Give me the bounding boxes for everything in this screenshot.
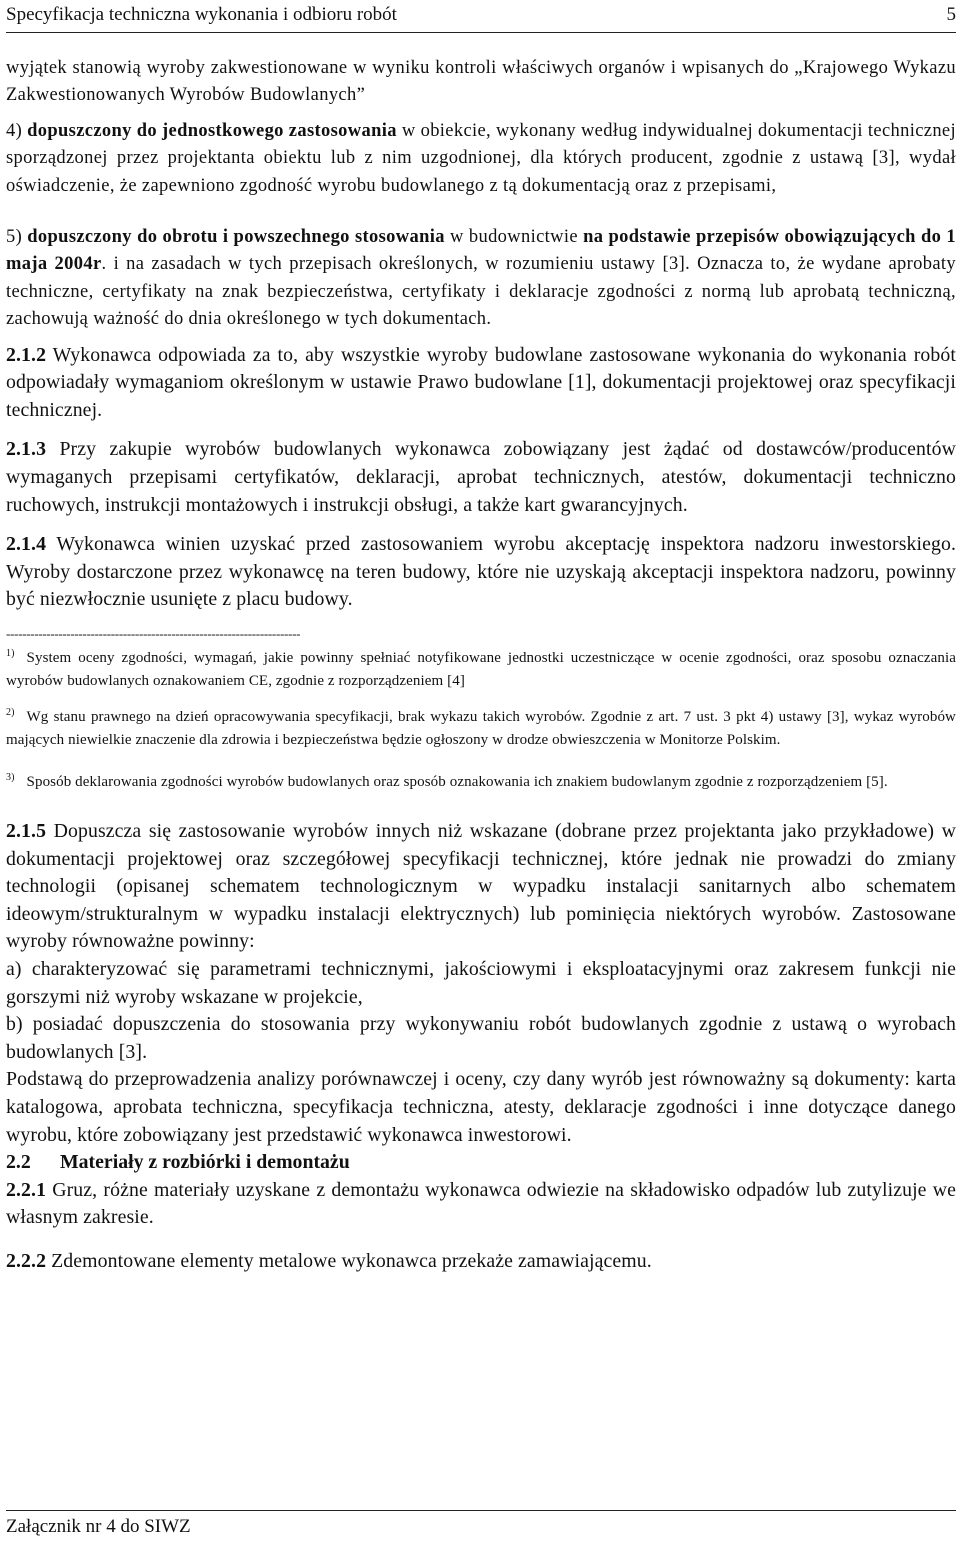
paragraph-2-2-1 (6, 1177, 956, 1232)
footnote-separator: ------------------------------------------------------------------------- (6, 626, 301, 641)
section-title-2-2: Materiały z rozbiórki i demontażu (60, 1151, 350, 1174)
footnote-text-2: Wg stanu prawnego na dzień opracowywania specyfikacji, brak wykazu takich wyrobów. Zgodnie z art. 7 ust. 3 pkt 4) ustawy [3], wykaz wyrobów mających niewielkie znaczenie dla zdrowia i bezpieczeństwa będzie ogłoszony w drodze obwieszczenia w Monitorze Polskim. (6, 709, 956, 748)
page-header (6, 4, 956, 33)
paragraph-2-1-4 (6, 531, 956, 614)
document-title: Specyfikacja techniczna wykonania i odbioru robót (6, 4, 397, 25)
section-number-2-2-2: 2.2.2 (6, 1249, 47, 1272)
paragraph-2-1-5 (6, 818, 956, 956)
item-4-prefix: 4) (6, 120, 28, 141)
list-item-a: a) charakteryzować się parametrami technicznymi, jakościowymi i eksploatacyjnymi oraz zakresem funkcji nie gorszymi niż wyroby wskazane w projekcie, (6, 957, 956, 1008)
footnote-1 (6, 642, 956, 693)
section-text-2-1-5: Dopuszcza się zastosowanie wyrobów innych niż wskazane (dobrane przez projektanta jako przykładowe) w dokumentacji projektowej oraz szczegółowej specyfikacji technicznej, które jednak nie prowadzi do zmiany technologii (opisanej schematem technologicznym w wypadku instalacji sanitarnych albo schematem ideowym/strukturalnym w wypadku instalacji elektrycznych) lub pominięcia niektórych wyrobów. Zastosowane wyroby równoważne powinny: (6, 820, 956, 953)
section-number-2-1-5: 2.1.5 (6, 820, 47, 842)
section-number-2-2: 2.2 (6, 1151, 31, 1174)
section-number-2-2-1: 2.2.1 (6, 1178, 47, 1201)
document-body (6, 55, 956, 1276)
paragraph-2-1-3 (6, 436, 956, 519)
section-text-2-1-4: Wykonawca winien uzyskać przed zastosowaniem wyrobu akceptację inspektora nadzoru inwestorskiego. Wyroby dostarczone przez wykonawcę na teren budowy, które nie uzyskają akceptacji inspektora nadzoru, powinny być niezwłocznie usunięte z placu budowy. (6, 533, 956, 611)
section-text-2-2-2: Zdemontowane elementy metalowe wykonawca przekaże zamawiającemu. (46, 1249, 652, 1272)
footnote-mark-2: 2) (6, 707, 15, 718)
paragraph-2-1-2 (6, 342, 956, 425)
item-5-prefix: 5) (6, 227, 28, 248)
footnote-3 (6, 766, 956, 794)
page-number: 5 (946, 4, 956, 25)
item-5-text: . i na zasadach w tych przepisach określonych, w rozumieniu ustawy [3]. Oznacza to, że wydane aprobaty techniczne, certyfikaty na znak bezpieczeństwa, certyfikaty i deklaracje zgodności z normą lub aprobatą techniczną, zachowują ważność do dnia określonego w tych dokumentach. (6, 254, 956, 330)
paragraph-basis: Podstawą do przeprowadzenia analizy porównawczej i oceny, czy dany wyrób jest równoważny są dokumenty: karta katalogowa, aprobata techniczna, specyfikacja techniczna, atesty, deklaracje zgodności i inne dotyczące danego wyrobu, które zobowiązany jest przedstawić wykonawca inwestorowi. (6, 1068, 956, 1146)
footer-text: Załącznik nr 4 do SIWZ (6, 1516, 191, 1537)
section-number-2-1-3: 2.1.3 (6, 438, 47, 461)
section-number-2-1-2: 2.1.2 (6, 343, 47, 366)
item-5-bold-1: dopuszczony do obrotu i powszechnego stosowania (27, 227, 445, 248)
item-4-bold: dopuszczony do jednostkowego zastosowania (27, 120, 397, 141)
footnote-text-3: Sposób deklarowania zgodności wyrobów budowlanych oraz sposób oznakowania ich znakiem budowlanym zgodnie z rozporządzeniem [5]. (26, 774, 888, 790)
footnote-2 (6, 701, 956, 752)
paragraph-2-2-2 (6, 1248, 956, 1276)
list-item-b: b) posiadać dopuszczenia do stosowania przy wykonywaniu robót budowlanych zgodnie z ustawą o wyrobach budowlanych [3]. (6, 1013, 956, 1063)
section-text-2-1-3: Przy zakupie wyrobów budowlanych wykonawca zobowiązany jest żądać od dostawców/producentów wymaganych przepisami certyfikatów, deklaracji, aprobat technicznych, atestów, dokumentacji techniczno ruchowych, instrukcji montażowych i instrukcji obsługi, a także kart gwarancyjnych. (6, 438, 956, 516)
section-text-2-2-1: Gruz, różne materiały uzyskane z demontażu wykonawca odwiezie na składowisko odpadów lub zutylizuje we własnym zakresie. (6, 1178, 956, 1229)
page-footer (6, 1510, 956, 1539)
item-4-text: w obiekcie, wykonany według indywidualnej dokumentacji technicznej sporządzonej przez projektanta obiektu lub z nim uzgodnionej, dla których producent, zgodnie z ustawą [3], wydał oświadczenie, że zapewniono zgodność wyrobu budowlanego z tą dokumentacją oraz z przepisami, (6, 120, 956, 196)
paragraph-top: wyjątek stanowią wyroby zakwestionowane w wyniku kontroli właściwych organów i wpisanych do „Krajowego Wykazu Zakwestionowanych Wyrobów Budowlanych” (6, 58, 956, 106)
section-heading-2-2 (6, 1149, 956, 1177)
footnote-mark-3: 3) (6, 772, 15, 783)
paragraph-item-4 (6, 118, 956, 200)
item-5-mid: w budownictwie (444, 227, 584, 248)
item-5-bold-2: na podstawie przepisów obowiązujących do 1 maja 2004r (6, 227, 956, 275)
section-text-2-1-2: Wykonawca odpowiada za to, aby wszystkie wyroby budowlane zastosowane wykonania do wykonania robót odpowiadały wymaganiom określonym w ustawie Prawo budowlane [1], dokumentacji projektowej oraz specyfikacji technicznej. (6, 343, 956, 421)
paragraph-item-5 (6, 224, 956, 334)
footnote-mark-1: 1) (6, 648, 15, 659)
document-page (6, 0, 956, 1541)
section-number-2-1-4: 2.1.4 (6, 533, 47, 556)
footnote-text-1: System oceny zgodności, wymagań, jakie powinny spełniać notyfikowane jednostki uczestniczące w ocenie zgodności, oraz sposobu oznaczania wyrobów budowlanych oznakowaniem CE, zgodnie z rozporządzeniem [4] (6, 650, 956, 689)
